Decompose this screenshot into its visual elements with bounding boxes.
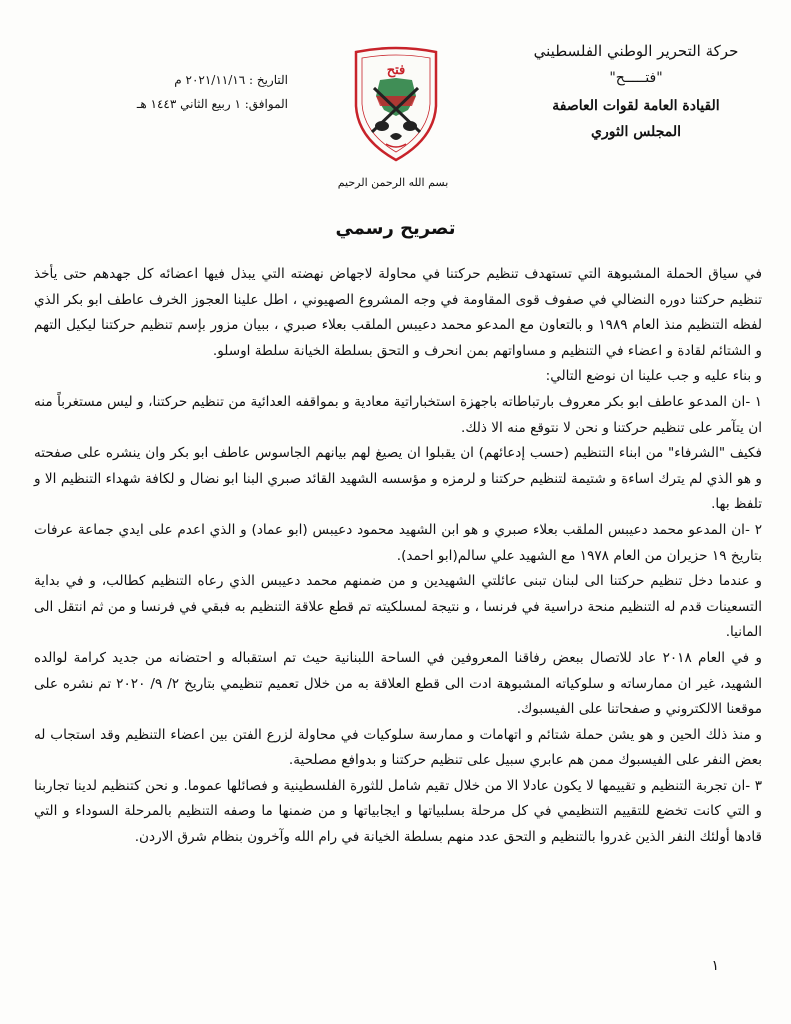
paragraph: فكيف "الشرفاء" من ابناء التنظيم (حسب إدعائهم) ان يقبلوا ان يصيغ لهم بيانهم الجاسوس عاطف ابو بكر وان ينشره على صفحته و هو الذي لم يترك اساءة و شتيمة لتنظيم حركتنا و لرمزه و مؤسسه الشهيد القائد صبري البنا ابو نضال و لكافة شهداء التنظيم الا و تلفظ بها.	[34, 445, 762, 513]
org-command: القيادة العامة لقوات العاصفة	[552, 98, 720, 114]
page-number: ١	[711, 958, 719, 974]
org-name: حركة التحرير الوطني الفلسطيني	[533, 42, 739, 60]
document-title: تصريح رسمي	[335, 218, 456, 239]
svg-text:فتح: فتح	[386, 63, 406, 78]
fatah-emblem-logo	[346, 44, 446, 164]
hijri-date: الموافق: ١ ربيع الثاني ١٤٤٣ هـ	[136, 97, 288, 111]
paragraph: و منذ ذلك الحين و هو يشن حملة شتائم و اتهامات و ممارسة سلوكيات في محاولة لزرع الفتن بين اعضاء التنظيم وقد استجاب له بعض النفر على الفيسبوك ممن هم عابري سبيل على تنظيم حركتنا و بدوافع مصلحية.	[34, 726, 762, 769]
paragraph: و في العام ٢٠١٨ عاد للاتصال ببعض رفاقنا المعروفين في الساحة اللبنانية حيث تم استقباله و احتضانه من جديد كرامة لوالده الشهيد، غير ان ممارساته و سلوكياته المشبوهة ادت الى قطع العلاقة به من خلال تعميم تنظيمي بتاريخ ٢/ ٩/ ٢٠٢٠ تم نشره على موقعنا الالكتروني و صفحاتنا على الفيسبوك.	[34, 649, 762, 718]
paragraph: و عندما دخل تنظيم حركتنا الى لبنان تبنى عائلتي الشهيدين و من ضمنهم محمد دعيبس الذي رعاه التنظيم كطالب، و في بداية التسعينات قدم له التنظيم منحة دراسية في فرنسا ، و نتيجة لمسلكيته تم قطع علاقة التنظيم به فبقي في فرنسا و من ثم انتقل الى المانيا.	[34, 573, 762, 641]
org-short-name: "فتـــــح"	[609, 70, 663, 86]
paragraph: ٣ -ان تجربة التنظيم و تقييمها لا يكون عادلا الا من خلال تقيم شامل للثورة الفلسطينية و فصائلها عموما. و نحن كتنظيم لدينا تجاربنا و التي كانت تخضع للتقييم التنظيمي في كل مرحلة بسلبياتها و ايجابياتها و من ضمنها ما وصفه التنظيم بالمرحلة السوداء و التي قادها أولئك النفر الذين غدروا بالتنظيم و التحق عدد منهم بسلطة الخيانة في رام الله وآخرون بنظام شرق الاردن.	[34, 777, 762, 846]
basmala: بسم الله الرحمن الرحيم	[337, 176, 449, 189]
document-body	[34, 262, 762, 851]
paragraph: في سياق الحملة المشبوهة التي تستهدف تنظيم حركتنا في محاولة لاجهاض نهضته التي يبذل فيها اعضائه كل جهدهم حتى يأخذ تنظيم حركتنا دوره النضالي في صفوف قوى المقاومة في وجه المشروع الصهيوني ، اطل علينا العجوز الخرف عاطف ابو بكر الذي لفظه التنظيم منذ العام ١٩٨٩ و بالتعاون مع المدعو محمد دعيبس الملقب بعلاء صبري ، ببيان مزور بإسم تنظيم حركتنا ليكيل التهم و الشتائم لقادة و اعضاء في التنظيم و مساواتهم بمن انحرف و التحق بسلطة الخيانة سلطة اوسلو.	[34, 266, 762, 359]
organization-header	[511, 42, 761, 140]
date-block	[128, 68, 288, 116]
gregorian-date: التاريخ : ٢٠٢١/١١/١٦ م	[174, 73, 288, 87]
paragraph: ١ -ان المدعو عاطف ابو بكر معروف بارتباطاته باجهزة استخباراتية معادية و بمواقفه العدائية من تنظيم حركتنا، و ليس مستغرباً منه ان يتآمر على تنظيم حركتنا و نحن لا نتوقع منه الا ذلك.	[34, 393, 762, 436]
emblem-icon	[346, 44, 446, 164]
org-council: المجلس الثوري	[591, 124, 681, 140]
paragraph: ٢ -ان المدعو محمد دعيبس الملقب بعلاء صبري و هو ابن الشهيد محمود دعيبس (ابو عماد) و الذي اعدم على ايدي جماعة عرفات بتاريخ ١٩ حزيران من العام ١٩٧٨ مع الشهيد علي سالم(ابو احمد).	[34, 521, 762, 564]
paragraph: و بناء عليه و جب علينا ان نوضع التالي:	[545, 368, 762, 385]
